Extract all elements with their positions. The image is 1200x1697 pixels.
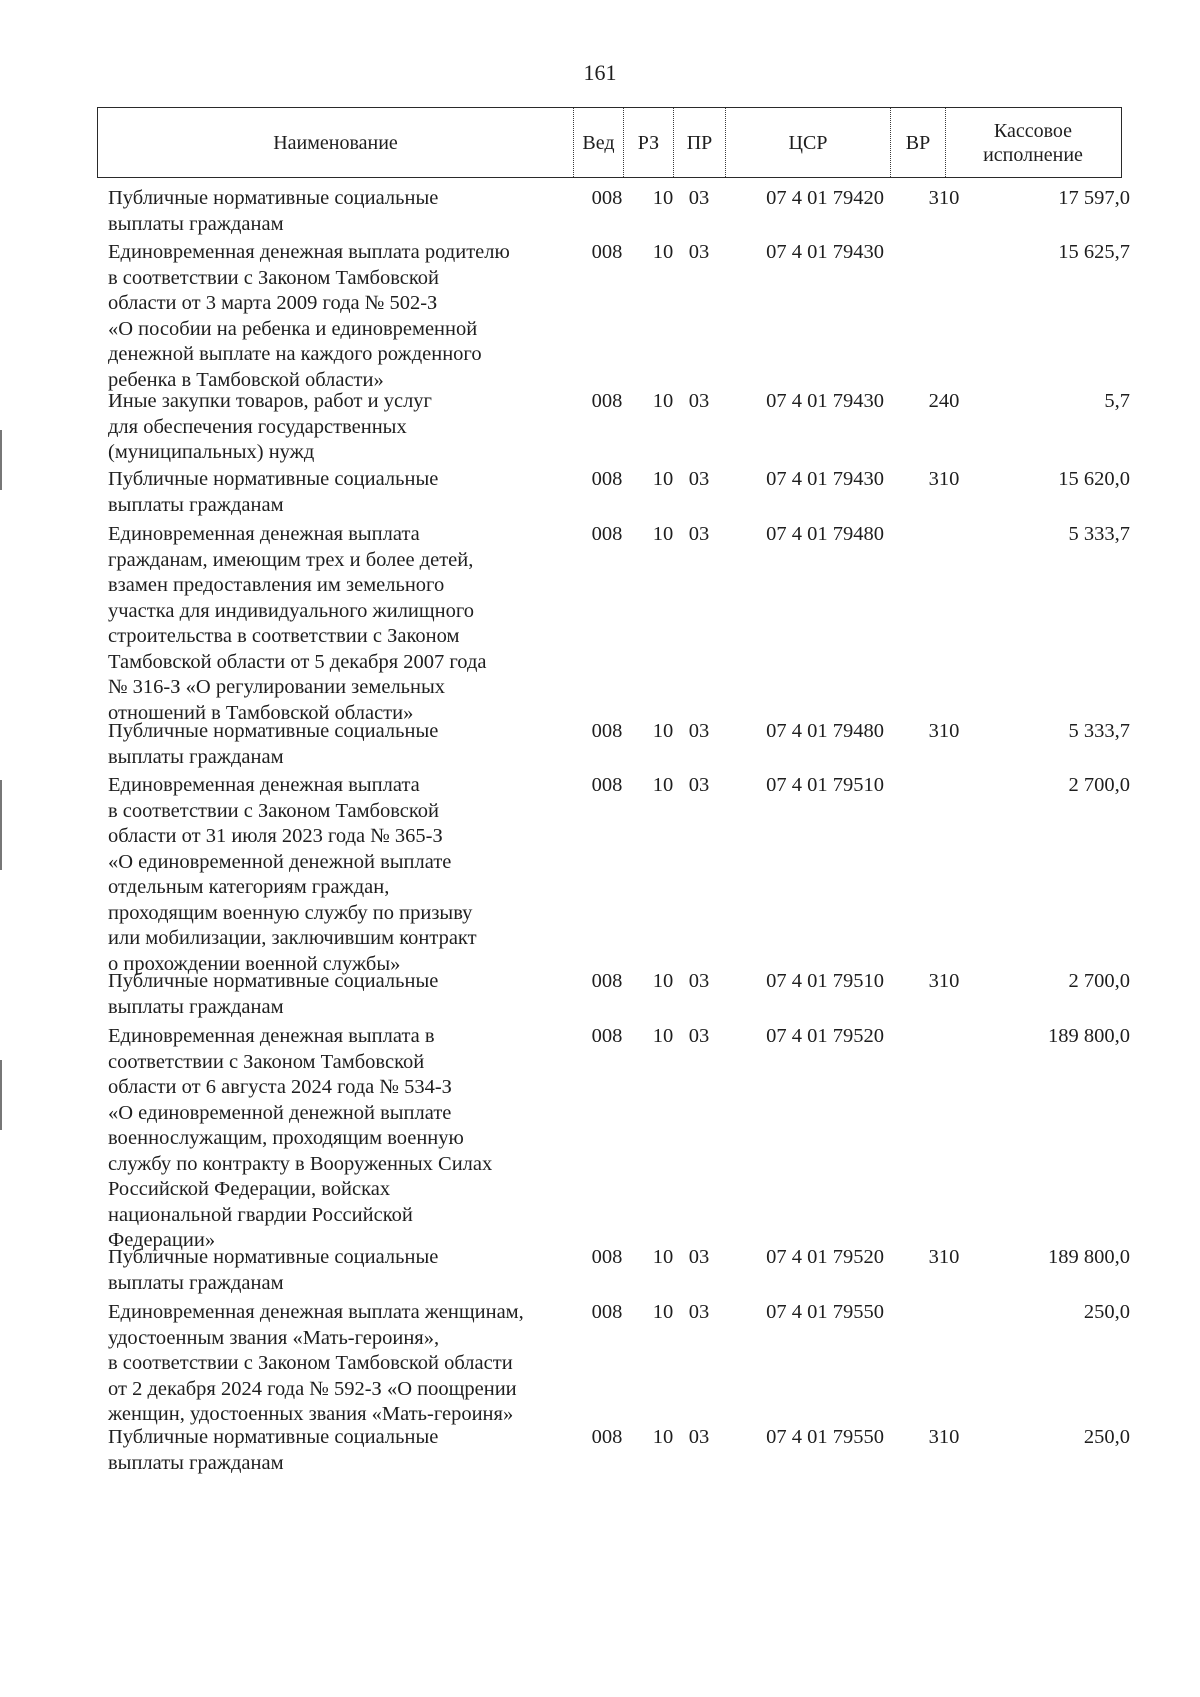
row-pr: 03: [688, 1301, 710, 1323]
row-amount: 5,7: [1104, 390, 1130, 412]
row-rz: 10: [652, 468, 674, 490]
row-rz: 10: [652, 1301, 674, 1323]
row-name-line: отдельным категориям граждан,: [108, 876, 390, 898]
row-name-line: Единовременная денежная выплата в: [108, 1025, 435, 1047]
row-pr: 03: [688, 720, 710, 742]
row-name-line: ребенка в Тамбовской области»: [108, 368, 384, 391]
row-vr: 310: [928, 468, 960, 490]
row-csr: 07 4 01 79550: [766, 1301, 884, 1323]
row-name: [108, 186, 578, 237]
row-pr: 03: [688, 390, 710, 412]
scan-margin-mark: [0, 1060, 2, 1130]
row-pr: 03: [688, 970, 710, 992]
row-name-line: «О единовременной денежной выплате: [108, 850, 452, 873]
row-rz: 10: [652, 390, 674, 412]
row-name-line: «О единовременной денежной выплате: [108, 1101, 452, 1124]
row-name: [108, 719, 578, 770]
row-csr: 07 4 01 79550: [766, 1426, 884, 1448]
row-vr: 310: [928, 1246, 960, 1268]
row-name: [108, 773, 578, 977]
row-name: [108, 1425, 578, 1476]
row-csr: 07 4 01 79430: [766, 390, 884, 412]
row-name-line: Иные закупки товаров, работ и услуг: [108, 390, 432, 412]
row-ved: 008: [591, 468, 623, 490]
row-name-line: участка для индивидуального жилищного: [108, 599, 475, 622]
row-name: [108, 1024, 578, 1254]
row-amount: 17 597,0: [1058, 187, 1130, 209]
row-amount: 250,0: [1083, 1301, 1130, 1323]
row-pr: 03: [688, 523, 710, 545]
row-name-line: выплаты гражданам: [108, 745, 284, 768]
row-csr: 07 4 01 79520: [766, 1025, 884, 1047]
row-amount: 5 333,7: [1068, 523, 1130, 545]
row-ved: 008: [591, 720, 623, 742]
row-name-line: (муниципальных) нужд: [108, 441, 315, 463]
header-name: Наименование: [273, 131, 398, 154]
row-name-line: от 2 декабря 2024 года № 592-З «О поощрении: [108, 1377, 517, 1400]
row-name: [108, 969, 578, 1020]
row-name-line: области от 6 августа 2024 года № 534-З: [108, 1076, 452, 1098]
row-rz: 10: [652, 720, 674, 742]
row-pr: 03: [688, 1025, 710, 1047]
row-ved: 008: [591, 1025, 623, 1047]
row-rz: 10: [652, 1426, 674, 1448]
row-ved: 008: [591, 187, 623, 209]
header-amount-line1: Кассовое: [993, 119, 1073, 142]
row-amount: 189 800,0: [1048, 1246, 1130, 1268]
row-rz: 10: [652, 970, 674, 992]
row-name-line: Тамбовской области от 5 декабря 2007 года: [108, 650, 487, 673]
row-amount: 250,0: [1083, 1426, 1130, 1448]
row-name-line: в соответствии с Законом Тамбовской области: [108, 1352, 513, 1374]
row-name-line: Российской Федерации, войсках: [108, 1178, 391, 1200]
row-name-line: области от 31 июля 2023 года № 365-З: [108, 825, 443, 847]
row-csr: 07 4 01 79420: [766, 187, 884, 209]
row-pr: 03: [688, 241, 710, 263]
row-pr: 03: [688, 1426, 710, 1448]
header-amount: [945, 108, 1120, 177]
row-ved: 008: [591, 523, 623, 545]
row-name-line: выплаты гражданам: [108, 212, 284, 235]
row-name-line: «О пособии на ребенка и единовременной: [108, 317, 478, 340]
row-rz: 10: [652, 523, 674, 545]
row-name-line: № 316-З «О регулировании земельных: [108, 676, 446, 698]
row-name: [108, 467, 578, 518]
scan-margin-mark: [0, 780, 2, 870]
row-amount: 15 620,0: [1058, 468, 1130, 490]
row-csr: 07 4 01 79480: [766, 523, 884, 545]
header-pr: ПР: [673, 108, 725, 177]
row-name: [108, 240, 578, 393]
row-name-line: в соответствии с Законом Тамбовской: [108, 266, 440, 289]
row-rz: 10: [652, 241, 674, 263]
row-name-line: или мобилизации, заключившим контракт: [108, 927, 477, 949]
row-name-line: строительства в соответствии с Законом: [108, 625, 460, 647]
row-ved: 008: [591, 774, 623, 796]
row-rz: 10: [652, 1025, 674, 1047]
row-vr: 310: [928, 970, 960, 992]
row-csr: 07 4 01 79480: [766, 720, 884, 742]
row-name-line: выплаты гражданам: [108, 1271, 284, 1294]
row-amount: 2 700,0: [1068, 774, 1130, 796]
row-name-line: Единовременная денежная выплата женщинам,: [108, 1301, 524, 1323]
row-csr: 07 4 01 79520: [766, 1246, 884, 1268]
row-name-line: Единовременная денежная выплата: [108, 774, 420, 796]
row-name-line: Публичные нормативные социальные: [108, 1426, 439, 1448]
row-name-line: области от 3 марта 2009 года № 502-З: [108, 292, 438, 314]
row-vr: 310: [928, 187, 960, 209]
row-name-line: выплаты гражданам: [108, 995, 284, 1018]
row-ved: 008: [591, 1301, 623, 1323]
table-header: [97, 107, 1122, 178]
row-name: [108, 522, 578, 726]
page-number: 161: [583, 60, 617, 85]
row-vr: 310: [928, 1426, 960, 1448]
row-rz: 10: [652, 1246, 674, 1268]
row-pr: 03: [688, 774, 710, 796]
row-csr: 07 4 01 79430: [766, 241, 884, 263]
header-csr: ЦСР: [725, 108, 890, 177]
row-amount: 2 700,0: [1068, 970, 1130, 992]
row-name-line: о прохождении военной службы»: [108, 952, 401, 975]
row-name-line: Публичные нормативные социальные: [108, 720, 439, 742]
row-name-line: денежной выплате на каждого рожденного: [108, 343, 482, 365]
row-name: [108, 1245, 578, 1296]
row-name: [108, 1300, 578, 1428]
row-name-line: Единовременная денежная выплата: [108, 523, 420, 545]
row-name-line: национальной гвардии Российской: [108, 1203, 413, 1226]
row-ved: 008: [591, 241, 623, 263]
row-amount: 189 800,0: [1048, 1025, 1130, 1047]
row-name-line: военнослужащим, проходящим военную: [108, 1127, 464, 1149]
row-name-line: взамен предоставления им земельного: [108, 574, 445, 596]
row-ved: 008: [591, 1426, 623, 1448]
row-name-line: для обеспечения государственных: [108, 415, 407, 438]
row-name-line: гражданам, имеющим трех и более детей,: [108, 548, 474, 571]
row-pr: 03: [688, 187, 710, 209]
row-name-line: соответствии с Законом Тамбовской: [108, 1050, 425, 1073]
row-name-line: Публичные нормативные социальные: [108, 468, 439, 490]
header-vr: ВР: [890, 108, 945, 177]
row-vr: 240: [928, 390, 960, 412]
row-rz: 10: [652, 774, 674, 796]
row-name-line: Публичные нормативные социальные: [108, 970, 439, 992]
row-csr: 07 4 01 79510: [766, 774, 884, 796]
row-csr: 07 4 01 79510: [766, 970, 884, 992]
row-vr: 310: [928, 720, 960, 742]
header-amount-line2: исполнение: [983, 143, 1083, 166]
row-amount: 5 333,7: [1068, 720, 1130, 742]
row-name-line: женщин, удостоенных звания «Мать-героиня»: [108, 1403, 514, 1425]
row-name-line: отношений в Тамбовской области»: [108, 701, 414, 724]
row-name-line: службу по контракту в Вооруженных Силах: [108, 1152, 493, 1175]
row-name-line: Федерации»: [108, 1229, 216, 1251]
row-name-line: проходящим военную службу по призыву: [108, 901, 473, 924]
row-name-line: в соответствии с Законом Тамбовской: [108, 799, 440, 822]
row-pr: 03: [688, 1246, 710, 1268]
row-rz: 10: [652, 187, 674, 209]
header-ved: Вед: [573, 108, 623, 177]
scan-margin-mark: [0, 430, 2, 490]
row-ved: 008: [591, 1246, 623, 1268]
row-name-line: выплаты гражданам: [108, 493, 284, 516]
row-csr: 07 4 01 79430: [766, 468, 884, 490]
row-name-line: выплаты гражданам: [108, 1451, 284, 1474]
row-name-line: Публичные нормативные социальные: [108, 187, 439, 209]
row-name-line: Единовременная денежная выплата родителю: [108, 241, 510, 263]
row-name-line: удостоенным звания «Мать-героиня»,: [108, 1326, 440, 1349]
row-pr: 03: [688, 468, 710, 490]
row-amount: 15 625,7: [1058, 241, 1130, 263]
row-ved: 008: [591, 970, 623, 992]
row-name: [108, 389, 578, 466]
header-rz: РЗ: [623, 108, 673, 177]
row-name-line: Публичные нормативные социальные: [108, 1246, 439, 1268]
row-ved: 008: [591, 390, 623, 412]
